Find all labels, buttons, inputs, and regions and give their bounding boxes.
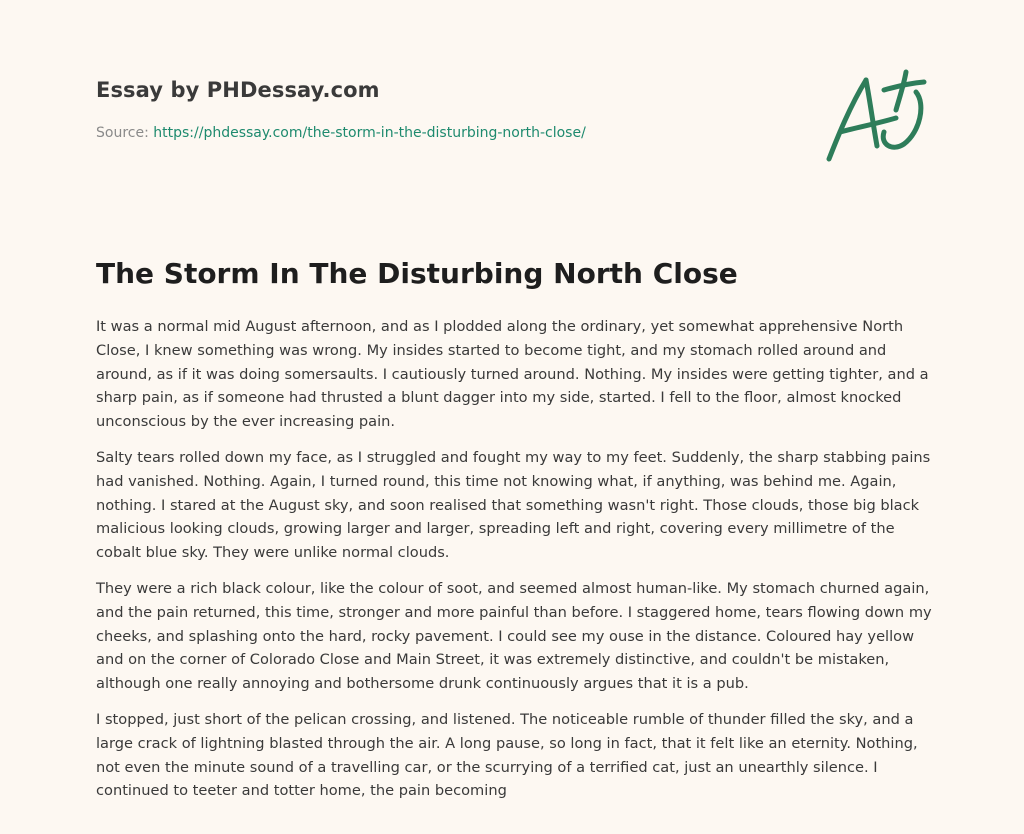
logo-a-crossbar bbox=[840, 118, 896, 132]
essay-paragraph: It was a normal mid August afternoon, and as I plodded along the ordinary, yet somewhat apprehensive North Close, I knew something was wrong. My insides started to become tight, and my stomach rolled around and around, as if it was doing somersaults. I cautiously turned around. Nothing. My insides were getting tighter, and a sharp pain, as if someone had thrusted a blunt dagger into my side, started. I fell to the floor, almost knocked unconscious by the ever increasing pain. bbox=[96, 318, 929, 431]
essay-paragraph: They were a rich black colour, like the colour of soot, and seemed almost human-like. My stomach churned again, and the pain returned, this time, stronger and more painful than before. I staggered home, tears flowing down my cheeks, and splashing onto the hard, rocky pavement. I could see my ouse in the distance. Coloured hay yellow and on the corner of Colorado Close and Main Street, it was extremely distinctive, and couldn't be mistaken, although one really annoying and bothersome drunk continuously argues that it is a pub. bbox=[96, 579, 932, 693]
source-label: Source: bbox=[96, 125, 149, 141]
page-header bbox=[96, 76, 796, 143]
site-title: Essay by PHDessay.com bbox=[96, 78, 380, 102]
essay-title: The Storm In The Disturbing North Close bbox=[96, 257, 738, 290]
source-line bbox=[96, 123, 796, 143]
essay-paragraph: Salty tears rolled down my face, as I struggled and fought my way to my feet. Suddenly, the sharp stabbing pains had vanished. Nothing. Again, I turned round, this time not knowing what, if anything, was behind me. Again, nothing. I stared at the August sky, and soon realised that something wasn't right. Those clouds, those big black malicious looking clouds, growing larger and larger, spreading left and right, covering every millimetre of the cobalt blue sky. They were unlike normal clouds. bbox=[96, 448, 931, 562]
source-link[interactable]: https://phdessay.com/the-storm-in-the-disturbing-north-close/ bbox=[153, 125, 586, 141]
logo-a-right-stroke bbox=[866, 80, 877, 146]
logo-a-left-stroke bbox=[829, 80, 866, 159]
essay-paragraph: I stopped, just short of the pelican crossing, and listened. The noticeable rumble of thunder filled the sky, and a large crack of lightning blasted through the air. A long pause, so long in fact, that it felt like an eternity. Nothing, not even the minute sound of a travelling car, or the scurrying of a terrified cat, just an unearthly silence. I continued to teeter and totter home, the pain becoming bbox=[96, 710, 918, 800]
logo-plus-vertical bbox=[896, 72, 906, 110]
essay-body bbox=[96, 315, 932, 815]
a-plus-logo-svg bbox=[820, 66, 930, 166]
a-plus-logo-icon bbox=[820, 66, 930, 166]
